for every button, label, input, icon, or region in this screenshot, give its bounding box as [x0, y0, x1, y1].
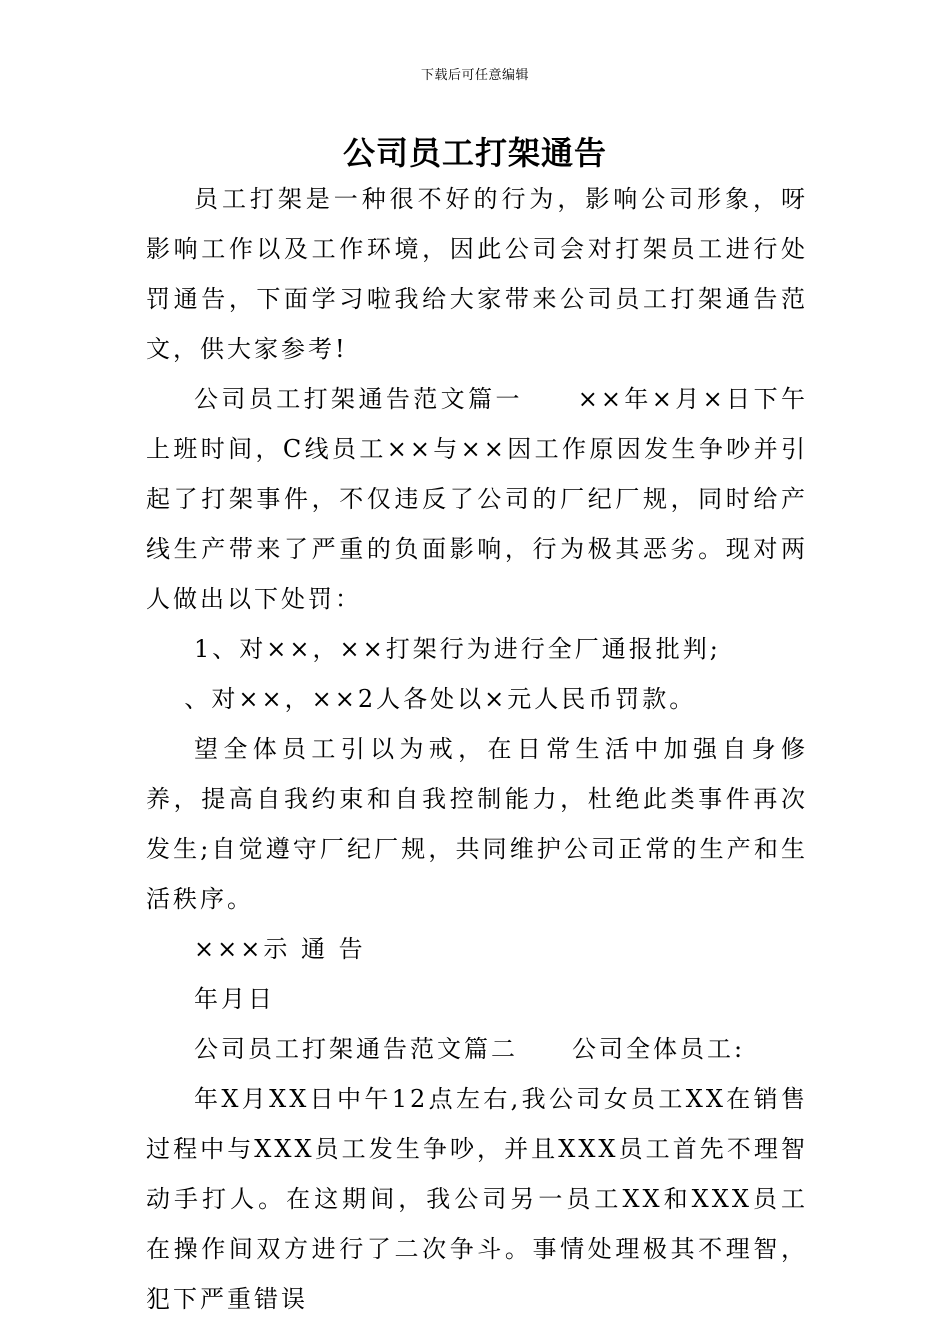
- document-title: 公司员工打架通告: [342, 134, 607, 172]
- paragraph-sample-two-heading: 公司员工打架通告范文篇二 公司全体员工:: [194, 1035, 746, 1063]
- paragraph-date: 年月日: [194, 985, 275, 1013]
- paragraph-signature: ×××示 通 告: [194, 935, 366, 963]
- paragraph-sample-two: 年X月XX日中午12点左右,我公司女员工XX在销售过程中与XXX员工发生争吵，并且XXX员工首先不理智动手打人。在这期间，我公司另一员工XX和XXX员工在操作间双方进行了二次争斗。事情处理极其不理智，犯下严重错误: [146, 1085, 808, 1313]
- paragraph-warning: 望全体员工引以为戒，在日常生活中加强自身修养，提高自我约束和自我控制能力，杜绝此类事件再次发生;自觉遵守厂纪厂规，共同维护公司正常的生产和生活秩序。: [146, 735, 808, 913]
- paragraph-intro: 员工打架是一种很不好的行为，影响公司形象，呀影响工作以及工作环境，因此公司会对打架员工进行处罚通告，下面学习啦我给大家带来公司员工打架通告范文，供大家参考!: [146, 185, 808, 363]
- paragraph-penalty-1: 1、对××，××打架行为进行全厂通报批判;: [194, 635, 721, 663]
- header-note: 下载后可任意编辑: [420, 68, 529, 83]
- paragraph-penalty-2: 、对××，××2人各处以×元人民币罚款。: [184, 685, 697, 713]
- paragraph-sample-one: 公司员工打架通告范文篇一 ××年×月×日下午上班时间，C线员工××与××因工作原因发生争吵并引起了打架事件，不仅违反了公司的厂纪厂规，同时给产线生产带来了严重的负面影响，行为极其恶劣。现对两人做出以下处罚：: [146, 385, 808, 613]
- document-body: [146, 174, 808, 1324]
